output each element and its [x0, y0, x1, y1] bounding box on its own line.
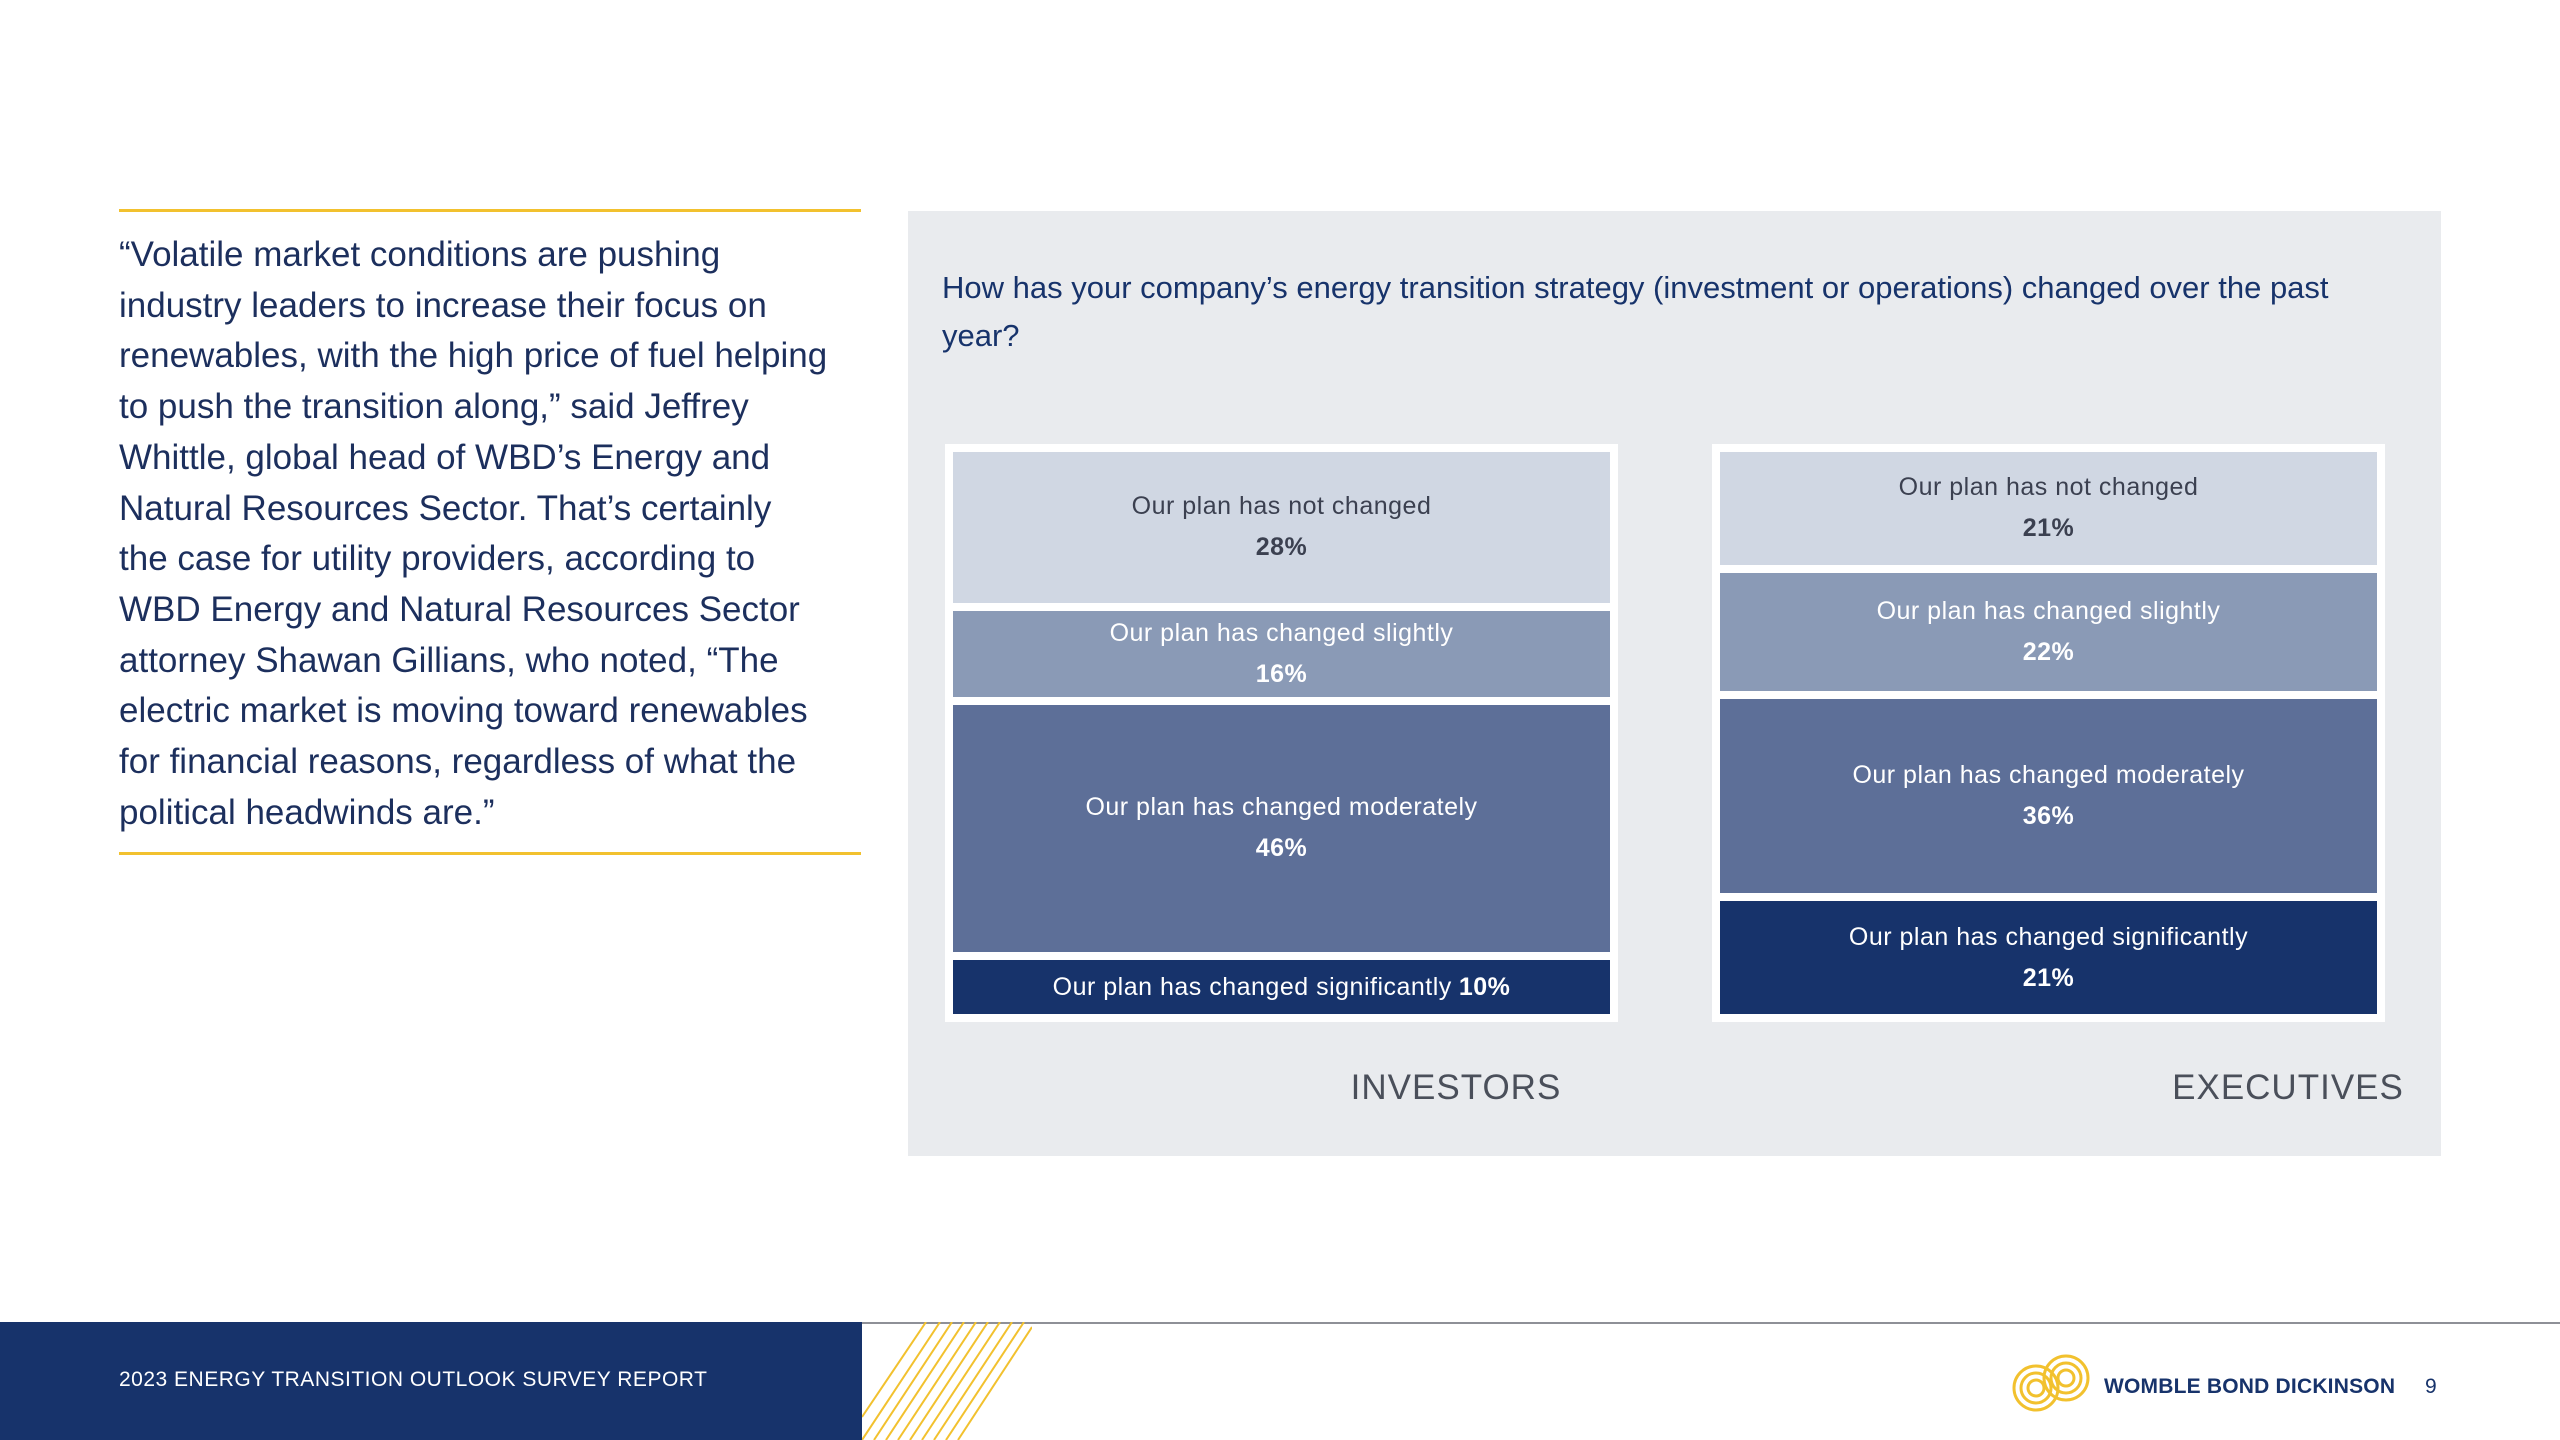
- segment-value: 10%: [1458, 972, 1511, 1001]
- quote-line: WBD Energy and Natural Resources Sector: [119, 589, 800, 629]
- quote-line: for financial reasons, regardless of what the: [119, 742, 797, 782]
- quote-line: renewables, with the high price of fuel helping: [119, 336, 828, 376]
- quote-top-rule: [119, 209, 861, 212]
- segment-label: Our plan has changed moderately: [1085, 793, 1478, 822]
- quote-bottom-rule: [119, 852, 861, 855]
- executives-seg-significantly: [1720, 901, 2377, 1014]
- segment-label: Our plan has changed slightly: [1876, 597, 2221, 626]
- quote-line: electric market is moving toward renewables: [119, 691, 808, 731]
- segment-label: Our plan has changed moderately: [1852, 761, 2245, 790]
- segment-value: 16%: [1255, 659, 1308, 688]
- segment-value: 22%: [2022, 638, 2075, 667]
- segment-label: Our plan has not changed: [1898, 473, 2199, 502]
- investors-seg-slightly: [953, 611, 1610, 697]
- womble-logo-icon: [2006, 1352, 2094, 1412]
- quote-line: attorney Shawan Gillians, who noted, “The: [119, 640, 779, 680]
- segment-label: Our plan has not changed: [1131, 492, 1432, 521]
- segment-value: 28%: [1255, 533, 1308, 562]
- footer-report-title: 2023 ENERGY TRANSITION OUTLOOK SURVEY REPORT: [119, 1368, 708, 1391]
- segment-label: Our plan has changed significantly: [1848, 922, 2249, 951]
- segment-label: Our plan has changed significantly: [1052, 972, 1452, 1001]
- quote-line: political headwinds are.”: [119, 792, 495, 832]
- investors-seg-moderately: [953, 705, 1610, 952]
- pull-quote: [119, 230, 864, 838]
- stripes-decoration: [862, 1322, 1032, 1440]
- quote-line: the case for utility providers, according to: [119, 539, 756, 579]
- investors-stack: [945, 444, 1618, 1022]
- chart-panel: [908, 211, 2441, 1156]
- segment-value: 21%: [2022, 514, 2075, 543]
- chart-title: How has your company’s energy transition strategy (investment or operations) changed over the past year?: [942, 270, 2329, 353]
- quote-line: Whittle, global head of WBD’s Energy and: [119, 437, 771, 477]
- executives-seg-not-changed: [1720, 452, 2377, 565]
- quote-line: Natural Resources Sector. That’s certainly: [119, 488, 772, 528]
- executives-stack: [1712, 444, 2385, 1022]
- quote-line: to push the transition along,” said Jeffrey: [119, 387, 749, 427]
- segment-value: 36%: [2022, 802, 2075, 831]
- page-number: 9: [2425, 1375, 2437, 1398]
- executives-category-label: EXECUTIVES: [2172, 1068, 2404, 1107]
- investors-category-label: INVESTORS: [1350, 1068, 1562, 1107]
- segment-value: 21%: [2022, 963, 2075, 992]
- executives-seg-moderately: [1720, 699, 2377, 893]
- segment-value: 46%: [1255, 834, 1308, 863]
- segment-label: Our plan has changed slightly: [1109, 618, 1454, 647]
- investors-seg-not-changed: [953, 452, 1610, 603]
- quote-line: “Volatile market conditions are pushing: [119, 235, 721, 274]
- footer-divider: [862, 1322, 2560, 1324]
- brand-name: WOMBLE BOND DICKINSON: [2104, 1375, 2396, 1398]
- quote-line: industry leaders to increase their focus on: [119, 285, 767, 325]
- investors-seg-significantly: [953, 960, 1610, 1014]
- executives-seg-slightly: [1720, 573, 2377, 691]
